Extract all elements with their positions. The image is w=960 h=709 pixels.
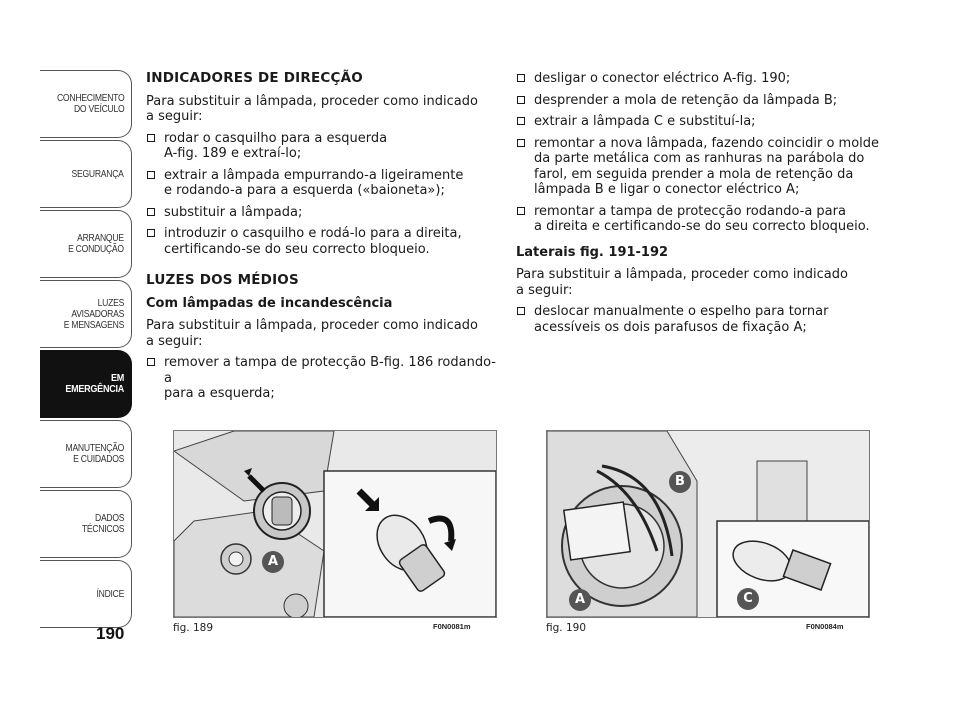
heading-indicadores: INDICADORES DE DIRECÇÃO [146,70,363,86]
list-item: desligar o conector eléctrico A-fig. 190; [516,71,916,87]
list-item: extrair a lâmpada C e substituí-la; [516,114,916,130]
subheading-laterais: Laterais fig. 191-192 [516,244,669,260]
steps-list [146,131,501,258]
tab-label: CONHECIMENTO DO VEÍCULO [56,93,124,115]
tab-luzes-avisadoras[interactable] [40,280,132,348]
intro-paragraph: Para substituir a lâmpada, proceder como indicado a seguir: [146,318,478,349]
list-item: remover a tampa de protecção B-fig. 186 rodando-a para a esquerda; [146,355,501,402]
tab-label: MANUTENÇÃO E CUIDADOS [65,443,124,465]
page-number: 190 [96,624,125,643]
list-item: substituir a lâmpada; [146,205,501,221]
marker-a: A [262,551,284,573]
tab-label: DADOS TÉCNICOS [81,513,124,535]
left-column [146,71,501,408]
tab-em-emergencia[interactable] [40,350,132,418]
intro-paragraph: Para substituir a lâmpada, proceder como indicado a seguir: [146,93,478,124]
figure-caption: fig. 189 [173,622,213,634]
tab-label: LUZES AVISADORAS E MENSAGENS [63,297,124,331]
figure-code: F0N0084m [806,622,844,631]
list-item: deslocar manualmente o espelho para tornar acessíveis os dois parafusos de fixação A; [516,304,916,335]
list-item: rodar o casquilho para a esquerda A-fig. 189 e extraí-lo; [146,131,501,162]
list-item: remontar a nova lâmpada, fazendo coincidir o molde da parte metálica com as ranhuras na parábola do farol, em seguida prender a mola de retenção da lâmpada B e ligar o conector eléctrico A; [516,136,916,198]
tab-dados-tecnicos[interactable] [40,490,132,558]
headlamp-interior-drawing [547,431,869,617]
steps-list [516,71,916,235]
list-item: remontar a tampa de protecção rodando-a para a direita e certificando-se do seu correcto bloqueio. [516,204,916,235]
tab-arranque-e-conducao[interactable] [40,210,132,278]
marker-a: A [569,589,591,611]
heading-luzes-medios: LUZES DOS MÉDIOS [146,272,299,288]
tab-conhecimento-do-veiculo[interactable] [40,70,132,138]
tab-label: ÍNDICE [96,588,124,600]
list-item: desprender a mola de retenção da lâmpada B; [516,93,916,109]
tab-seguranca[interactable] [40,140,132,208]
figure-caption: fig. 190 [546,622,586,634]
figure-189-illustration [173,430,497,618]
tab-label: SEGURANÇA [71,168,124,180]
intro-paragraph: Para substituir a lâmpada, proceder como indicado a seguir: [516,267,848,298]
tab-indice[interactable] [40,560,132,628]
list-item: extrair a lâmpada empurrando-a ligeiramente e rodando-a para a esquerda («baioneta»); [146,168,501,199]
figure-code: F0N0081m [433,622,471,631]
marker-c: C [737,588,759,610]
subheading-incandescencia: Com lâmpadas de incandescência [146,295,393,311]
tab-manutencao-e-cuidados[interactable] [40,420,132,488]
figure-190-illustration [546,430,870,618]
marker-b: B [669,471,691,493]
list-item: introduzir o casquilho e rodá-lo para a direita, certificando-se do seu correcto bloqueio. [146,226,501,257]
right-column [516,71,916,341]
steps-list [146,355,501,402]
headlamp-drawing [174,431,496,617]
steps-list [516,304,916,335]
tab-label: EM EMERGÊNCIA [65,372,124,395]
section-sidebar [40,70,132,630]
tab-label: ARRANQUE E CONDUÇÃO [68,233,124,255]
